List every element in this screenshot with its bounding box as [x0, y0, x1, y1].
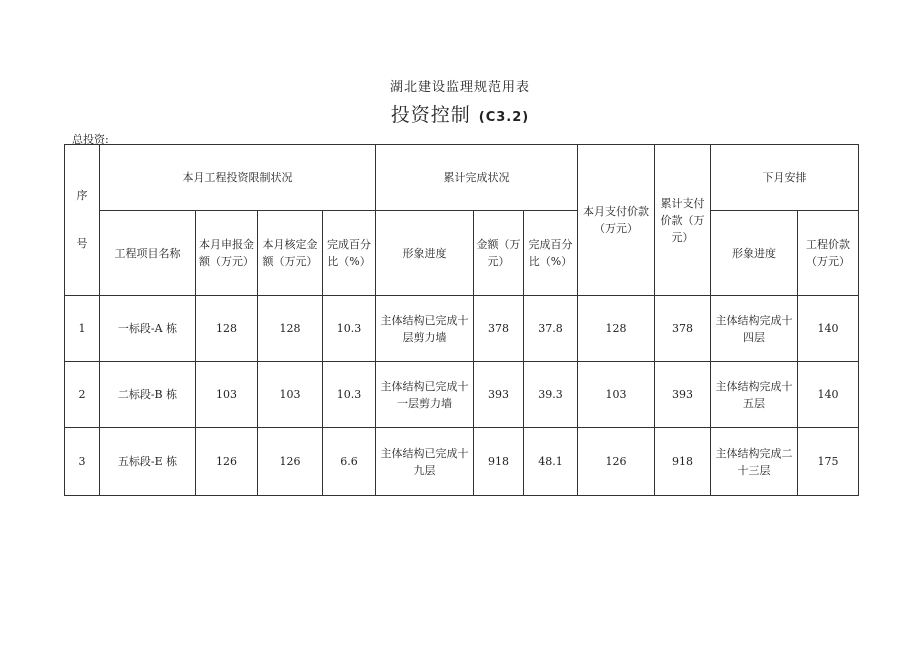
cum-amount-header: 金额（万元） — [474, 211, 524, 296]
row-approved: 126 — [258, 428, 323, 496]
row-next-price: 140 — [798, 296, 859, 362]
investment-control-table — [64, 144, 859, 496]
row-cum-paid: 918 — [655, 428, 711, 496]
total-investment-label: 总投资: — [72, 133, 109, 146]
form-title-text: 投资控制 — [390, 104, 471, 126]
row-seq: 1 — [65, 296, 100, 362]
row-cum-percent: 37.8 — [524, 296, 578, 362]
row-cum-progress: 主体结构已完成十层剪力墙 — [376, 296, 474, 362]
month-declared-header: 本月申报金额（万元） — [196, 211, 258, 296]
month-percent-header: 完成百分比（%） — [323, 211, 376, 296]
next-progress-header: 形象进度 — [711, 211, 798, 296]
row-seq: 2 — [65, 362, 100, 428]
month-approved-header: 本月核定金额（万元） — [258, 211, 323, 296]
form-code: (C3.2) — [478, 110, 530, 125]
form-title — [0, 100, 920, 127]
cum-progress-header: 形象进度 — [376, 211, 474, 296]
row-cum-progress: 主体结构已完成十九层 — [376, 428, 474, 496]
row-next-price: 140 — [798, 362, 859, 428]
row-percent: 10.3 — [323, 296, 376, 362]
row-next-progress: 主体结构完成十五层 — [711, 362, 798, 428]
table-row — [65, 428, 859, 496]
month-paid-header: 本月支付价款（万元） — [578, 145, 655, 296]
table-row — [65, 296, 859, 362]
row-project-name: 二标段-B 栋 — [100, 362, 196, 428]
group-cumulative-header: 累计完成状况 — [376, 145, 578, 211]
seq-header-top: 序 — [76, 189, 88, 202]
row-month-paid: 126 — [578, 428, 655, 496]
seq-header-bottom: 号 — [76, 237, 88, 250]
row-declared: 126 — [196, 428, 258, 496]
row-cum-amount: 918 — [474, 428, 524, 496]
row-cum-percent: 48.1 — [524, 428, 578, 496]
row-project-name: 一标段-A 栋 — [100, 296, 196, 362]
row-declared: 128 — [196, 296, 258, 362]
row-cum-amount: 378 — [474, 296, 524, 362]
row-cum-paid: 378 — [655, 296, 711, 362]
form-subtitle: 湖北建设监理规范用表 — [389, 80, 530, 95]
row-next-progress: 主体结构完成二十三层 — [711, 428, 798, 496]
cum-percent-header: 完成百分比（%） — [524, 211, 578, 296]
table-row — [65, 362, 859, 428]
cum-paid-header: 累计支付价款（万元） — [655, 145, 711, 296]
row-project-name: 五标段-E 栋 — [100, 428, 196, 496]
row-cum-progress: 主体结构已完成十一层剪力墙 — [376, 362, 474, 428]
row-cum-amount: 393 — [474, 362, 524, 428]
row-approved: 128 — [258, 296, 323, 362]
group-next-header: 下月安排 — [711, 145, 859, 211]
row-seq: 3 — [65, 428, 100, 496]
row-next-progress: 主体结构完成十四层 — [711, 296, 798, 362]
seq-header — [65, 145, 100, 296]
row-percent: 10.3 — [323, 362, 376, 428]
group-month-header: 本月工程投资限制状况 — [100, 145, 376, 211]
row-declared: 103 — [196, 362, 258, 428]
row-cum-paid: 393 — [655, 362, 711, 428]
row-month-paid: 103 — [578, 362, 655, 428]
row-next-price: 175 — [798, 428, 859, 496]
next-price-header: 工程价款（万元） — [798, 211, 859, 296]
row-month-paid: 128 — [578, 296, 655, 362]
row-approved: 103 — [258, 362, 323, 428]
row-percent: 6.6 — [323, 428, 376, 496]
row-cum-percent: 39.3 — [524, 362, 578, 428]
project-name-header: 工程项目名称 — [100, 211, 196, 296]
